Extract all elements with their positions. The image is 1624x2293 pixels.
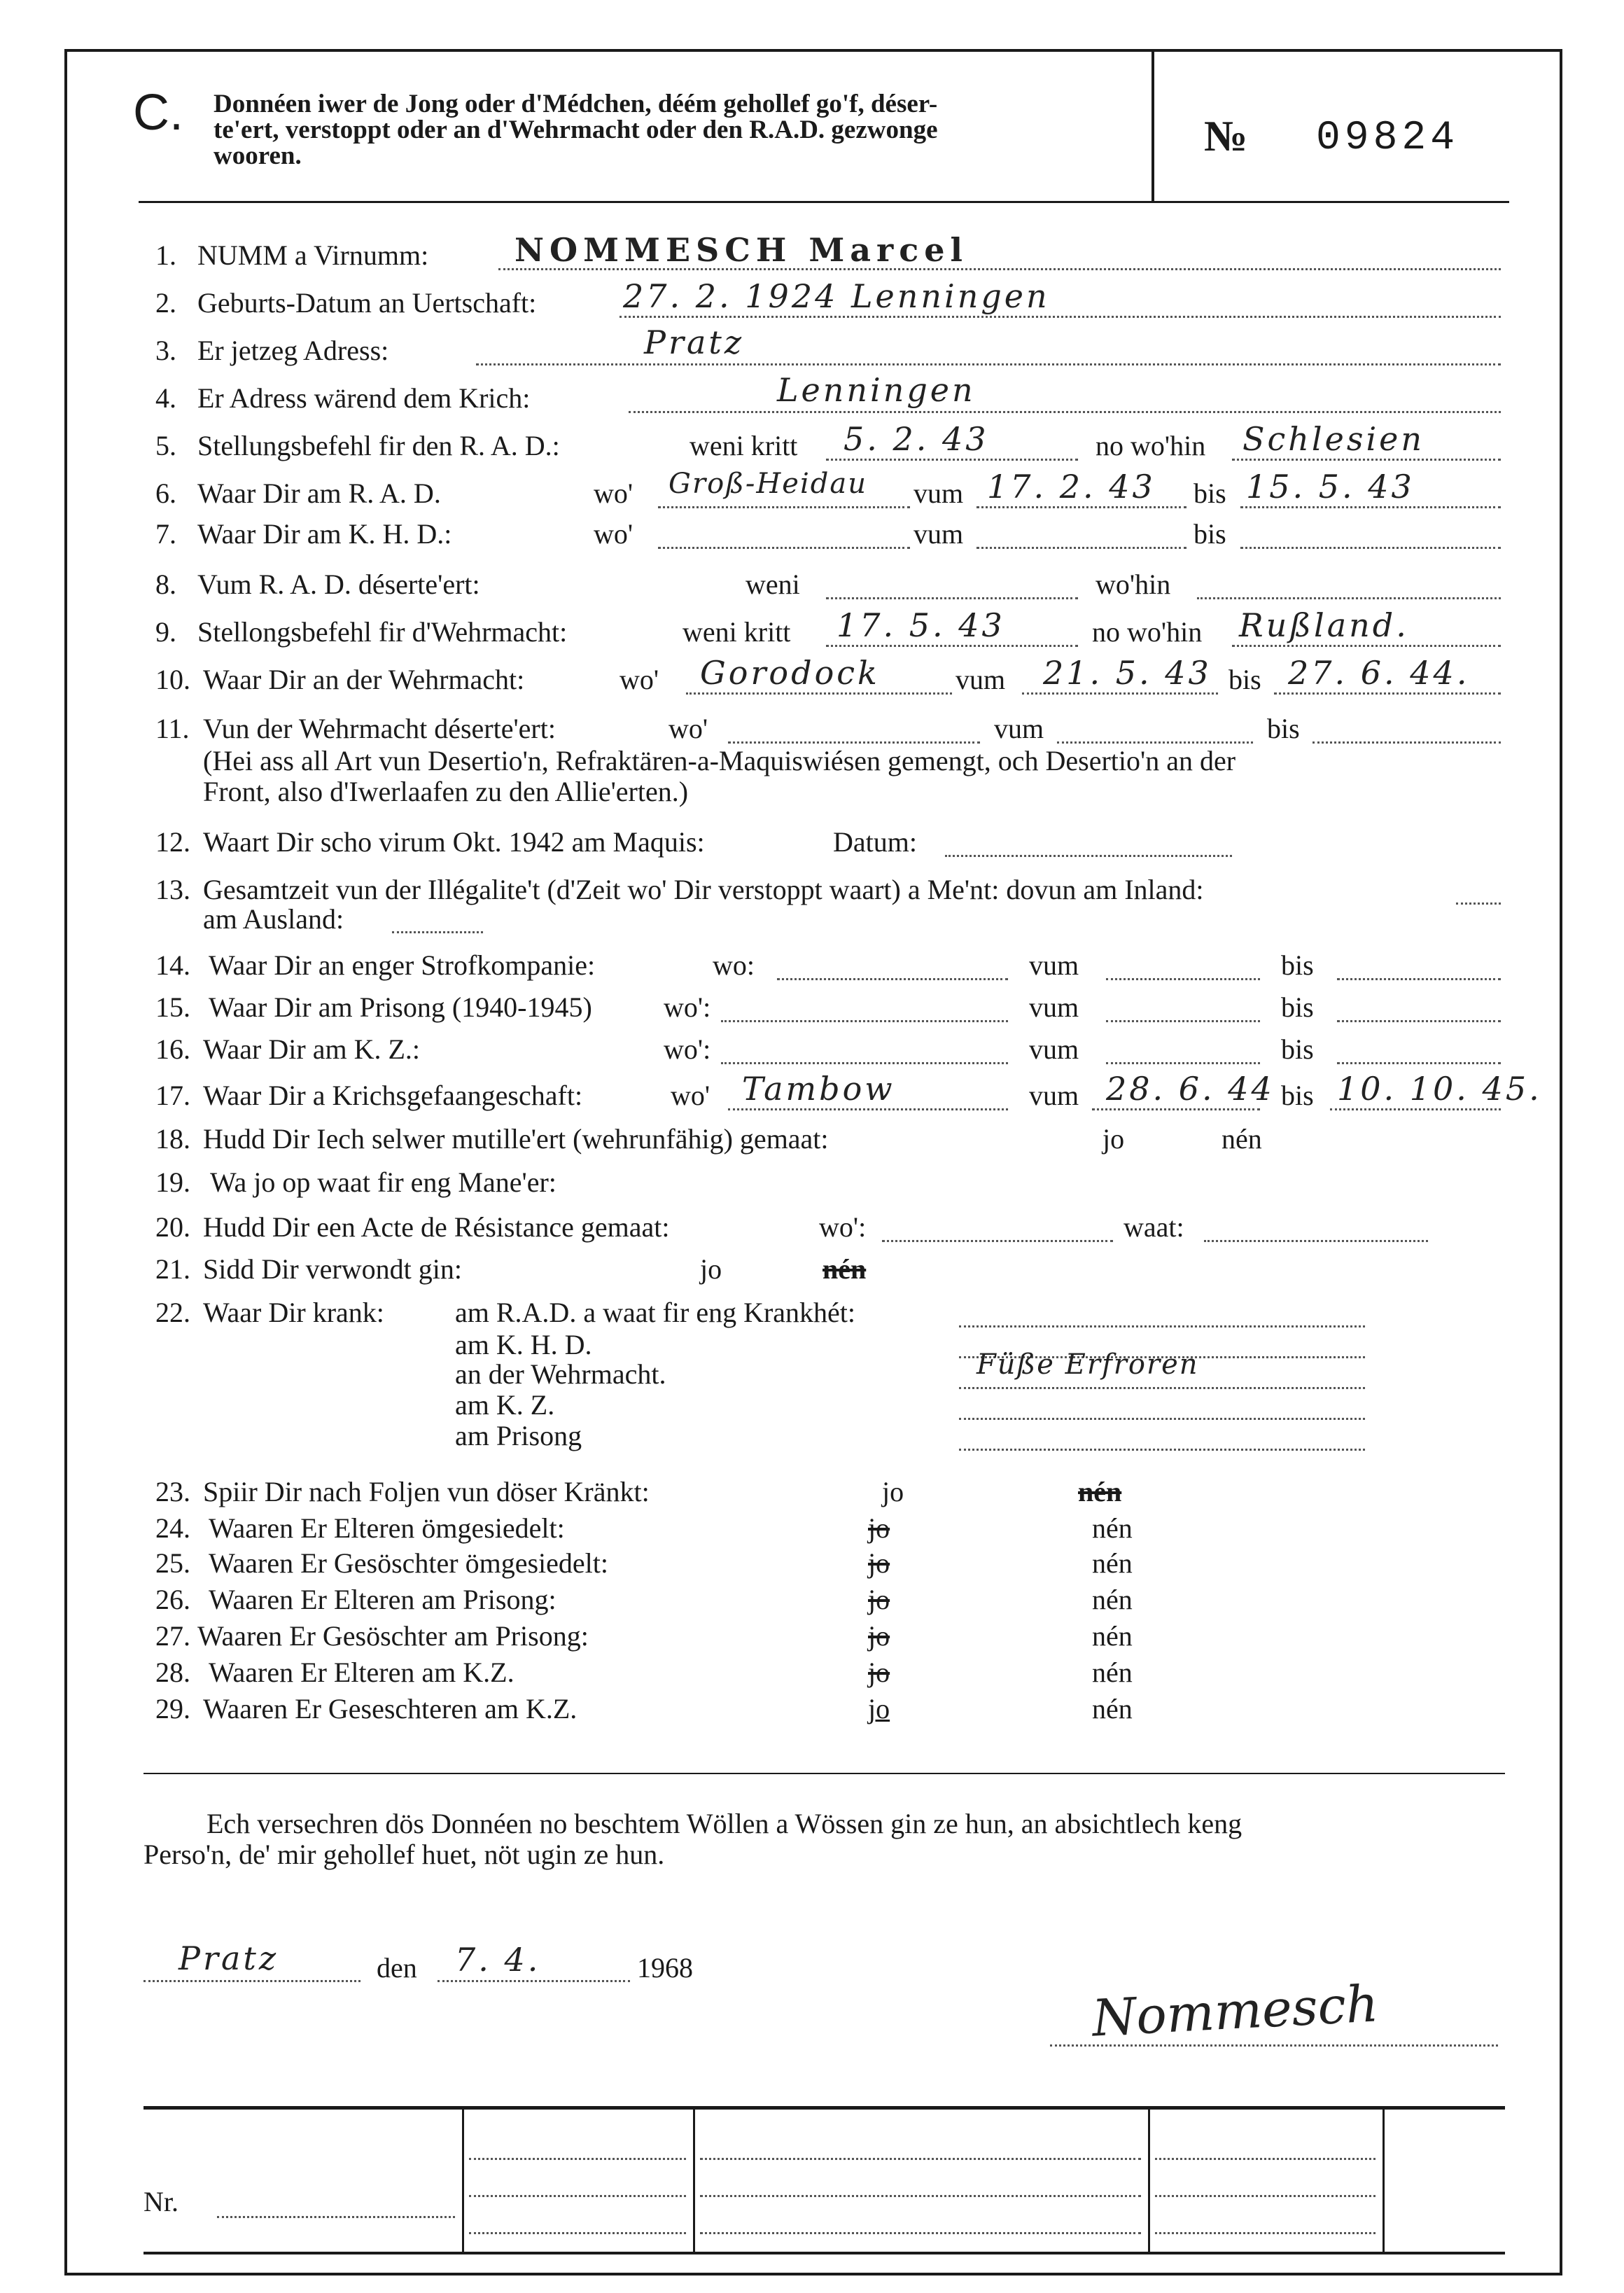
row-10-from-label: vum bbox=[955, 664, 1006, 695]
footer-cell-1a bbox=[469, 2158, 686, 2160]
row-12-label: Waart Dir scho virum Okt. 1942 am Maquis: bbox=[203, 826, 705, 858]
row-4-line bbox=[629, 411, 1501, 413]
row-10-label: Waar Dir an der Wehrmacht: bbox=[203, 664, 525, 695]
footer-cell-2b bbox=[700, 2195, 1141, 2197]
footer-col-1 bbox=[462, 2109, 464, 2252]
row-26-number: 26. bbox=[155, 1584, 190, 1615]
row-10-where-value: Gorodock bbox=[700, 654, 880, 692]
signature-den: den bbox=[377, 1952, 417, 1984]
row-20-where-label: wo': bbox=[819, 1211, 867, 1243]
row-14-from-label: vum bbox=[1029, 949, 1079, 981]
footer-cell-3c bbox=[1155, 2232, 1376, 2234]
row-5-where-line bbox=[1232, 459, 1501, 461]
row-11-note-1: (Hei ass all Art vun Desertio'n, Refraktären-a-Maquiswiésen gemengt, och Desertio'n an der bbox=[203, 745, 1236, 776]
footer-cell-2c bbox=[700, 2232, 1141, 2234]
row-22-sub-prisong: am Prisong bbox=[455, 1420, 582, 1451]
row-22-wehrmacht-value: Füße Erfroren bbox=[976, 1348, 1199, 1381]
row-8-label: Vum R. A. D. déserte'ert: bbox=[197, 569, 480, 600]
row-11-from-line bbox=[1057, 741, 1253, 744]
row-19-number: 19. bbox=[155, 1166, 190, 1198]
row-15-where-label: wo': bbox=[664, 991, 711, 1023]
row-23-label: Spiir Dir nach Foljen vun döser Kränkt: bbox=[203, 1476, 650, 1507]
row-7-to-label: bis bbox=[1194, 518, 1226, 550]
row-11-to-label: bis bbox=[1267, 713, 1300, 744]
row-7-from-line bbox=[976, 547, 1186, 549]
row-16-number: 16. bbox=[155, 1033, 190, 1065]
row-15-to-line bbox=[1337, 1020, 1501, 1022]
row-20-what-label: waat: bbox=[1124, 1211, 1184, 1243]
row-15-from-line bbox=[1106, 1020, 1260, 1022]
row-13-abroad-line bbox=[392, 931, 483, 933]
row-1-value: NOMMESCH Marcel bbox=[514, 231, 969, 269]
row-26-label: Waaren Er Elteren am Prisong: bbox=[209, 1584, 556, 1615]
footer-col-2 bbox=[693, 2109, 695, 2252]
row-10-to-line bbox=[1274, 692, 1501, 695]
row-15-from-label: vum bbox=[1029, 991, 1079, 1023]
row-14-where-label: wo: bbox=[713, 949, 755, 981]
row-17-label: Waar Dir a Krichsgefaangeschaft: bbox=[203, 1080, 583, 1111]
row-9-where-label: no wo'hin bbox=[1092, 616, 1203, 648]
row-24-jo-struck: jo bbox=[868, 1512, 890, 1544]
row-6-to-line bbox=[1240, 506, 1501, 508]
footer-nr-line bbox=[217, 2216, 455, 2218]
declaration-line-1: Ech versechren dös Donnéen no beschtem Wöllen a Wössen gin ze hun, an absichtlech keng bbox=[206, 1808, 1242, 1839]
row-27-jo-struck: jo bbox=[868, 1620, 890, 1652]
row-9-when-value: 17. 5. 43 bbox=[836, 606, 1005, 644]
row-13-number: 13. bbox=[155, 874, 190, 905]
row-8-where-line bbox=[1197, 597, 1501, 599]
row-17-to-line bbox=[1330, 1108, 1501, 1110]
row-21-jo: jo bbox=[700, 1253, 722, 1285]
row-15-number: 15. bbox=[155, 991, 190, 1023]
signature: Nommesch bbox=[1091, 1974, 1380, 2048]
row-3-label: Er jetzeg Adress: bbox=[197, 335, 389, 366]
row-6-from-label: vum bbox=[913, 478, 964, 509]
row-15-to-label: bis bbox=[1281, 991, 1314, 1023]
row-16-to-line bbox=[1337, 1062, 1501, 1064]
row-26-jo-struck: jo bbox=[868, 1584, 890, 1615]
header-divider bbox=[1152, 50, 1154, 201]
row-10-to-value: 27. 6. 44. bbox=[1288, 654, 1470, 692]
row-8-when-label: weni bbox=[746, 569, 800, 600]
footer-cell-3b bbox=[1155, 2195, 1376, 2197]
header-line-3: wooren. bbox=[214, 141, 302, 170]
row-14-number: 14. bbox=[155, 949, 190, 981]
row-10-where-line bbox=[686, 692, 952, 695]
row-13-inland-line bbox=[1456, 902, 1501, 905]
row-22-rad-line bbox=[959, 1325, 1365, 1327]
row-18-nen: nén bbox=[1222, 1123, 1262, 1155]
footer-col-4 bbox=[1382, 2109, 1385, 2252]
row-14-to-line bbox=[1337, 978, 1501, 980]
row-6-to-value: 15. 5. 43 bbox=[1246, 468, 1415, 506]
row-28-jo-struck: jo bbox=[868, 1657, 890, 1688]
row-28-nen: nén bbox=[1092, 1657, 1133, 1688]
row-16-where-label: wo': bbox=[664, 1033, 711, 1065]
row-7-to-line bbox=[1240, 547, 1501, 549]
footer-rule-top bbox=[144, 2106, 1505, 2110]
row-22-sub-wehrmacht: an der Wehrmacht. bbox=[455, 1358, 666, 1390]
row-25-jo-struck: jo bbox=[868, 1547, 890, 1579]
row-4-number: 4. bbox=[155, 382, 176, 414]
row-24-label: Waaren Er Elteren ömgesiedelt: bbox=[209, 1512, 565, 1544]
row-11-number: 11. bbox=[155, 713, 190, 744]
row-7-from-label: vum bbox=[913, 518, 964, 550]
row-21-number: 21. bbox=[155, 1253, 190, 1285]
row-10-from-value: 21. 5. 43 bbox=[1043, 654, 1212, 692]
row-5-where-value: Schlesien bbox=[1242, 420, 1425, 458]
row-1-number: 1. bbox=[155, 239, 176, 271]
row-5-where-label: no wo'hin bbox=[1096, 430, 1206, 461]
row-22-number: 22. bbox=[155, 1297, 190, 1328]
row-22-prisong-line bbox=[959, 1449, 1365, 1451]
footer-nr-label: Nr. bbox=[144, 2186, 178, 2217]
row-29-nen: nén bbox=[1092, 1693, 1133, 1724]
row-16-label: Waar Dir am K. Z.: bbox=[203, 1033, 420, 1065]
row-15-label: Waar Dir am Prisong (1940-1945) bbox=[209, 991, 592, 1023]
row-3-line bbox=[476, 363, 1501, 365]
row-9-where-line bbox=[1232, 645, 1501, 647]
row-7-label: Waar Dir am K. H. D.: bbox=[197, 518, 452, 550]
row-16-where-line bbox=[721, 1062, 1008, 1064]
footer-cell-2a bbox=[700, 2158, 1141, 2160]
row-8-number: 8. bbox=[155, 569, 176, 600]
row-9-when-line bbox=[826, 645, 1078, 647]
row-17-from-line bbox=[1092, 1108, 1260, 1110]
row-5-label: Stellungsbefehl fir den R. A. D.: bbox=[197, 430, 560, 461]
row-11-from-label: vum bbox=[994, 713, 1044, 744]
row-11-where-line bbox=[728, 741, 980, 744]
row-27-nen: nén bbox=[1092, 1620, 1133, 1652]
row-14-where-line bbox=[777, 978, 1008, 980]
row-6-where-value: Groß-Heidau bbox=[668, 468, 867, 500]
number-label: № bbox=[1204, 113, 1248, 160]
row-22-sub-kz: am K. Z. bbox=[455, 1389, 555, 1421]
row-25-number: 25. bbox=[155, 1547, 190, 1579]
row-10-where-label: wo' bbox=[620, 664, 659, 695]
row-16-to-label: bis bbox=[1281, 1033, 1314, 1065]
row-13-label: Gesamtzeit vun der Illégalite't (d'Zeit wo' Dir verstoppt waart) a Me'nt: dovun am Inland: bbox=[203, 874, 1204, 905]
row-27-label: Waaren Er Gesöschter am Prisong: bbox=[197, 1620, 589, 1652]
row-26-nen: nén bbox=[1092, 1584, 1133, 1615]
row-17-from-label: vum bbox=[1029, 1080, 1079, 1111]
footer-cell-3a bbox=[1155, 2158, 1376, 2160]
signature-date: 7. 4. bbox=[455, 1941, 541, 1979]
row-1-label: NUMM a Virnumm: bbox=[197, 239, 429, 271]
section-letter: C. bbox=[133, 85, 183, 141]
row-5-when-label: weni kritt bbox=[690, 430, 798, 461]
row-4-label: Er Adress wärend dem Krich: bbox=[197, 382, 531, 414]
row-14-from-line bbox=[1106, 978, 1260, 980]
row-18-jo: jo bbox=[1102, 1123, 1125, 1155]
row-20-where-line bbox=[882, 1240, 1113, 1242]
row-8-where-label: wo'hin bbox=[1096, 569, 1171, 600]
row-9-when-label: weni kritt bbox=[682, 616, 791, 648]
row-10-number: 10. bbox=[155, 664, 190, 695]
row-12-date-line bbox=[945, 855, 1232, 857]
row-24-number: 24. bbox=[155, 1512, 190, 1544]
row-22-sub-khd: am K. H. D. bbox=[455, 1329, 592, 1360]
footer-cell-1c bbox=[469, 2232, 686, 2234]
row-6-from-line bbox=[976, 506, 1186, 508]
row-14-to-label: bis bbox=[1281, 949, 1314, 981]
row-12-date-label: Datum: bbox=[833, 826, 917, 858]
row-23-jo: jo bbox=[882, 1476, 904, 1507]
header-rule bbox=[139, 201, 1509, 203]
header-line-2: te'ert, verstoppt oder an d'Wehrmacht oder den R.A.D. gezwonge bbox=[214, 116, 938, 144]
declaration-rule bbox=[144, 1773, 1505, 1774]
row-22-label: Waar Dir krank: bbox=[203, 1297, 384, 1328]
row-9-where-value: Rußland. bbox=[1239, 606, 1409, 644]
row-2-number: 2. bbox=[155, 287, 176, 319]
row-20-what-line bbox=[1204, 1240, 1428, 1242]
row-6-where-line bbox=[658, 506, 910, 508]
row-2-value: 27. 2. 1924 Lenningen bbox=[623, 277, 1050, 315]
row-6-where-label: wo' bbox=[594, 478, 634, 509]
row-18-number: 18. bbox=[155, 1123, 190, 1155]
row-23-number: 23. bbox=[155, 1476, 190, 1507]
row-4-value: Lenningen bbox=[777, 371, 976, 409]
row-13-abroad-label: am Ausland: bbox=[203, 903, 344, 935]
row-3-value: Pratz bbox=[644, 323, 745, 361]
footer-col-3 bbox=[1148, 2109, 1150, 2252]
row-24-nen: nén bbox=[1092, 1512, 1133, 1544]
row-17-to-label: bis bbox=[1281, 1080, 1314, 1111]
row-11-note-2: Front, also d'Iwerlaafen zu den Allie'erten.) bbox=[203, 776, 689, 807]
footer-cell-1b bbox=[469, 2195, 686, 2197]
row-3-number: 3. bbox=[155, 335, 176, 366]
row-5-when-line bbox=[826, 459, 1078, 461]
row-9-label: Stellongsbefehl fir d'Wehrmacht: bbox=[197, 616, 568, 648]
header-text bbox=[214, 91, 938, 169]
row-5-when-value: 5. 2. 43 bbox=[844, 420, 989, 458]
row-17-where-label: wo' bbox=[671, 1080, 710, 1111]
row-17-to-value: 10. 10. 45. bbox=[1337, 1070, 1542, 1108]
row-17-where-line bbox=[728, 1108, 1008, 1110]
row-7-number: 7. bbox=[155, 518, 176, 550]
row-11-where-label: wo' bbox=[668, 713, 708, 744]
row-21-label: Sidd Dir verwondt gin: bbox=[203, 1253, 462, 1285]
row-17-where-value: Tambow bbox=[742, 1070, 895, 1108]
row-28-label: Waaren Er Elteren am K.Z. bbox=[209, 1657, 514, 1688]
signature-year: 1968 bbox=[637, 1952, 693, 1984]
row-2-line bbox=[620, 316, 1501, 318]
row-6-to-label: bis bbox=[1194, 478, 1226, 509]
row-12-number: 12. bbox=[155, 826, 190, 858]
row-25-nen: nén bbox=[1092, 1547, 1133, 1579]
signature-place: Pratz bbox=[178, 1939, 279, 1977]
row-25-label: Waaren Er Gesöschter ömgesiedelt: bbox=[209, 1547, 608, 1579]
row-11-label: Vun der Wehrmacht déserte'ert: bbox=[203, 713, 556, 744]
row-20-number: 20. bbox=[155, 1211, 190, 1243]
row-16-from-line bbox=[1106, 1062, 1260, 1064]
row-6-label: Waar Dir am R. A. D. bbox=[197, 478, 441, 509]
row-7-where-label: wo' bbox=[594, 518, 634, 550]
row-8-when-line bbox=[826, 597, 1078, 599]
signature-place-line bbox=[144, 1980, 360, 1982]
row-20-label: Hudd Dir een Acte de Résistance gemaat: bbox=[203, 1211, 670, 1243]
row-15-where-line bbox=[721, 1020, 1008, 1022]
row-29-number: 29. bbox=[155, 1693, 190, 1724]
row-17-from-value: 28. 6. 44 bbox=[1106, 1070, 1275, 1108]
form-number: 09824 bbox=[1316, 116, 1460, 161]
row-29-jo-underlined: jo bbox=[868, 1693, 890, 1724]
row-18-label: Hudd Dir Iech selwer mutille'ert (wehrunfähig) gemaat: bbox=[203, 1123, 829, 1155]
row-27-number: 27. bbox=[155, 1620, 190, 1652]
footer-rule-bottom bbox=[144, 2252, 1505, 2254]
row-11-to-line bbox=[1312, 741, 1501, 744]
row-22-kz-line bbox=[959, 1418, 1365, 1420]
row-19-label: Wa jo op waat fir eng Mane'er: bbox=[210, 1166, 556, 1198]
row-10-from-line bbox=[1022, 692, 1218, 695]
row-2-label: Geburts-Datum an Uertschaft: bbox=[197, 287, 537, 319]
row-6-from-value: 17. 2. 43 bbox=[987, 468, 1156, 506]
row-9-number: 9. bbox=[155, 616, 176, 648]
row-6-number: 6. bbox=[155, 478, 176, 509]
row-17-number: 17. bbox=[155, 1080, 190, 1111]
row-23-nen-struck: nén bbox=[1078, 1476, 1122, 1507]
row-5-number: 5. bbox=[155, 430, 176, 461]
row-29-label: Waaren Er Geseschteren am K.Z. bbox=[203, 1693, 578, 1724]
row-28-number: 28. bbox=[155, 1657, 190, 1688]
row-16-from-label: vum bbox=[1029, 1033, 1079, 1065]
row-7-where-line bbox=[658, 547, 910, 549]
row-22-wehrmacht-line bbox=[959, 1387, 1365, 1389]
row-22-sub-rad: am R.A.D. a waat fir eng Krankhét: bbox=[455, 1297, 856, 1328]
signature-date-line bbox=[438, 1980, 630, 1982]
row-10-to-label: bis bbox=[1228, 664, 1261, 695]
header-line-1: Donnéen iwer de Jong oder d'Médchen, déém gehollef go'f, déser- bbox=[214, 90, 938, 118]
declaration-line-2: Perso'n, de' mir gehollef huet, nöt ugin ze hun. bbox=[144, 1839, 665, 1870]
row-14-label: Waar Dir an enger Strofkompanie: bbox=[209, 949, 596, 981]
row-21-nen-struck: nén bbox=[822, 1253, 867, 1285]
